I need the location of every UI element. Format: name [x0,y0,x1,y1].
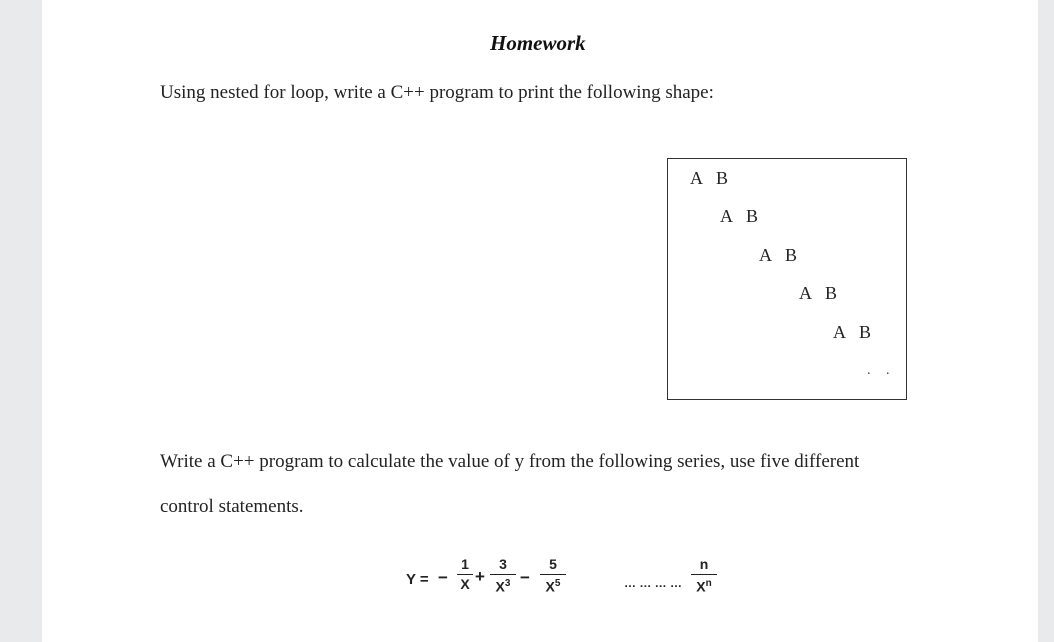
letter-a: A [690,168,703,188]
question-2-text-cont: control statements. [160,496,304,517]
letter-a: A [720,206,733,226]
numerator: 3 [499,556,507,572]
minus-sign: − [438,568,448,587]
denominator: $X^5$ [545,578,561,595]
letter-b: B [825,283,838,303]
denominator: $X^n$ [696,578,712,595]
minus-sign: − [520,568,530,587]
fraction-term [490,556,516,595]
shape-row [690,168,728,189]
numerator: n [699,556,709,572]
shape-box [667,158,907,400]
shape-row [833,322,871,343]
continuation-dots: . . [867,363,896,378]
denominator: $X^3$ [495,578,511,595]
shape-row [799,283,837,304]
plus-sign: + [475,567,485,586]
denominator: X [460,576,470,592]
fraction-bar [490,574,516,575]
letter-a: A [833,322,846,342]
letter-b: B [716,168,729,188]
numerator: 1 [461,556,469,572]
fraction-term [691,556,717,595]
question-1-text: Using nested for loop, write a C++ program to print the following shape: [160,82,714,103]
shape-row [720,206,758,227]
fraction-bar [457,574,473,575]
letter-b: B [746,206,759,226]
series-ellipsis: … … … … [624,576,683,590]
document-page [42,0,1038,642]
fraction-bar [691,574,717,575]
letter-b: B [859,322,872,342]
fraction-term [457,556,473,592]
fraction-term [540,556,566,595]
shape-row [759,245,797,266]
letter-a: A [799,283,812,303]
page-title: Homework [490,31,586,55]
fraction-bar [540,574,566,575]
question-2-text: Write a C++ program to calculate the value of y from the following series, use five different [160,451,860,472]
equation-lhs: Y = [406,571,429,588]
series-equation [400,554,740,610]
numerator: 5 [549,556,557,572]
letter-a: A [759,245,772,265]
letter-b: B [785,245,798,265]
